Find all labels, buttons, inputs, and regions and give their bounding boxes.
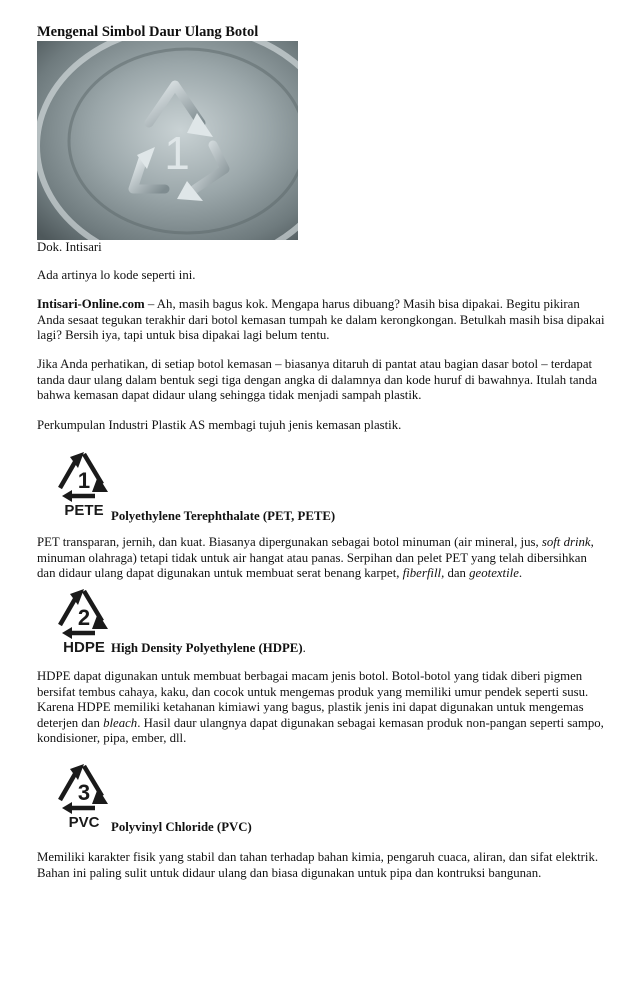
recycle-1-pete-icon	[50, 448, 118, 520]
paragraph-text: Jika Anda perhatikan, di setiap botol kemasan – biasanya ditaruh di pantat atau bagian dasar botol – terdapat tanda daur ulang dalam bentuk segi tiga dengan angka di dalamnya dan kode huruf di bawahnya. Itulah tanda bahwa kemasan dapat didaur ulang sehingga tidak menjadi sampah plastik.	[37, 357, 598, 403]
symbol-code: PETE	[64, 502, 104, 519]
recycle-3-pvc-icon	[50, 760, 118, 832]
symbol-code: HDPE	[63, 639, 105, 656]
pet-heading: Polyethylene Terephthalate (PET, PETE)	[111, 509, 336, 523]
hdpe-heading: High Density Polyethylene (HDPE).	[111, 641, 306, 655]
symbol-number: 3	[77, 780, 91, 805]
page-title: Mengenal Simbol Daur Ulang Botol	[37, 24, 259, 40]
symbol-number: 1	[77, 468, 91, 493]
intro-text: Ada artinya lo kode seperti ini.	[37, 268, 196, 282]
source-name: Intisari-Online.com	[37, 297, 145, 311]
pvc-paragraph: Memiliki karakter fisik yang stabil dan tahan terhadap bahan kimia, pengaruh cuaca, aliran, dan sifat elektrik. Bahan ini paling sulit untuk didaur ulang dan biasa digunakan untuk pipa dan kontruksi bangunan.	[37, 850, 599, 880]
recycle-2-hdpe-icon	[50, 585, 118, 657]
paragraph-text: – Ah, masih bagus kok. Mengapa harus dibuang? Masih bisa dipakai. Begitu pikiran Anda sesaat tegukan terakhir dari botol kemasan tumpah ke dalam kerongkongan. Betulkah masih bisa dipakai lagi? Bersih iya, tapi untuk bisa dipakai lagi belum tentu.	[37, 297, 605, 343]
symbol-code: PVC	[68, 814, 100, 831]
pet-paragraph: PET transparan, jernih, dan kuat. Biasanya dipergunakan sebagai botol minuman (air mineral, jus, soft drink, minuman olahraga) tetapi tidak untuk air hangat atau panas. Serpihan dan pelet PET yang telah dibersihkan dan didaur ulang dapat digunakan untuk membuat serat benang karpet, fiberfill, dan geotextile.	[37, 535, 594, 581]
paragraph-text: Perkumpulan Industri Plastik AS membagi tujuh jenis kemasan plastik.	[37, 418, 402, 432]
pvc-heading: Polyvinyl Chloride (PVC)	[111, 820, 252, 834]
hdpe-paragraph: HDPE dapat digunakan untuk membuat berbagai macam jenis botol. Botol-botol yang tidak diberi pigmen bersifat tembus cahaya, kaku, dan cocok untuk mengemas produk yang memiliki umur pendek seperti susu. Karena HDPE memiliki ketahanan kimiawi yang bagus, plastik jenis ini dapat digunakan untuk mengemas deterjen dan bleach. Hasil daur ulangnya dapat digunakan sebagai kemasan produk non-pangan seperti sampo, kondisioner, pipa, ember, dll.	[37, 669, 604, 746]
photo-caption: Dok. Intisari	[37, 240, 102, 254]
photo-symbol-number: 1	[164, 127, 190, 179]
bottle-recycle-photo	[37, 41, 298, 240]
symbol-number: 2	[77, 605, 91, 630]
paragraph-source	[37, 297, 607, 344]
